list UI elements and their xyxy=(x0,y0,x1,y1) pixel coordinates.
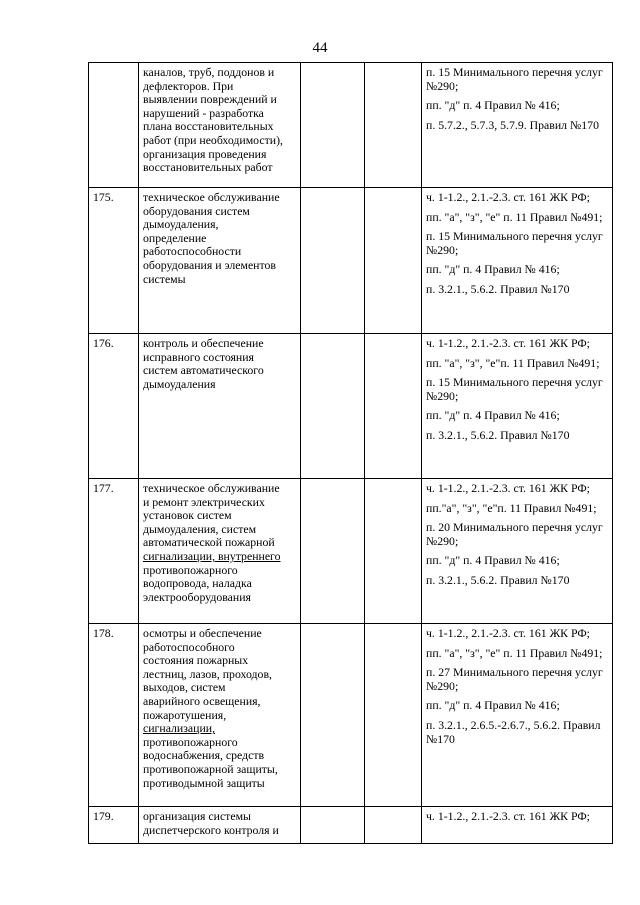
work-description-line: диспетчерского контроля и xyxy=(143,822,279,837)
legal-reference: ч. 1-1.2., 2.1.-2.3. ст. 161 ЖК РФ; xyxy=(426,809,590,823)
work-description-line: пожаротушения, xyxy=(143,707,227,722)
legal-reference: ч. 1-1.2., 2.1.-2.3. ст. 161 ЖК РФ; xyxy=(426,481,590,495)
legal-reference-cell xyxy=(422,188,613,334)
legal-reference: п. 3.2.1., 5.6.2. Правил №170 xyxy=(426,427,570,442)
row-number-cell: 176. xyxy=(89,334,139,479)
table-row xyxy=(89,479,613,624)
table-row xyxy=(89,807,613,844)
page-number: 44 xyxy=(312,40,328,56)
table-row xyxy=(89,624,613,807)
work-description-line: электрооборудования xyxy=(143,589,251,604)
work-description-line: противопожарного xyxy=(143,734,238,749)
work-description-line: водопровода, наладка xyxy=(143,576,252,591)
legal-reference-cell xyxy=(422,479,613,624)
legal-reference: п. 27 Минимального перечня услуг №290; xyxy=(426,665,603,693)
legal-reference: п. 20 Минимального перечня услуг №290; xyxy=(426,520,603,548)
work-description-line: выходов, систем xyxy=(143,680,226,695)
legal-reference: пп. "д" п. 4 Правил № 416; xyxy=(426,98,560,113)
work-description-line: противопожарного xyxy=(143,562,238,577)
legal-reference: ч. 1-1.2., 2.1.-2.3. ст. 161 ЖК РФ; xyxy=(426,626,590,640)
table-row xyxy=(89,334,613,479)
work-description-cell xyxy=(139,479,301,624)
work-description-cell xyxy=(139,334,301,479)
work-description-cell xyxy=(139,63,301,188)
legal-reference-cell xyxy=(422,63,613,188)
work-description-line: состояния пожарных xyxy=(143,653,249,668)
legal-reference: п. 3.2.1., 5.6.2. Правил №170 xyxy=(426,572,570,587)
work-description-line: водоснабжения, средств xyxy=(143,748,265,763)
legal-reference: пп. "д" п. 4 Правил № 416; xyxy=(426,408,560,423)
row-number-cell: 177. xyxy=(89,479,139,624)
empty-cell xyxy=(301,334,365,479)
work-description-line: оборудования и элементов xyxy=(143,257,276,272)
work-description-line: дымоудаления xyxy=(143,376,216,391)
legal-reference-cell xyxy=(422,624,613,807)
work-description-line: техническое обслуживание xyxy=(143,190,280,204)
legal-reference: пп. "д" п. 4 Правил № 416; xyxy=(426,262,560,277)
work-description-line: техническое обслуживание xyxy=(143,481,280,495)
work-description-line: каналов, труб, поддонов и xyxy=(143,65,275,79)
legal-reference-cell xyxy=(422,807,613,844)
work-description-line: нарушений - разработка xyxy=(143,105,264,120)
work-description-line: дымоудаления, систем xyxy=(143,521,257,536)
regulation-table xyxy=(88,62,613,844)
empty-cell xyxy=(365,334,422,479)
empty-cell xyxy=(365,807,422,844)
table-row xyxy=(89,188,613,334)
work-description-cell xyxy=(139,807,301,844)
empty-cell xyxy=(301,188,365,334)
work-description-line: автоматической пожарной xyxy=(143,535,275,550)
legal-reference: пп. "а", "з", "е" п. 11 Правил №491; xyxy=(426,645,603,660)
empty-cell xyxy=(365,63,422,188)
legal-reference: п. 15 Минимального перечня услуг №290; xyxy=(426,229,603,257)
work-description-line: работ (при необходимости), xyxy=(143,132,283,147)
work-description-line: работоспособного xyxy=(143,639,235,654)
work-description-line: и ремонт электрических xyxy=(143,494,265,509)
legal-reference: п. 3.2.1., 5.6.2. Правил №170 xyxy=(426,281,570,296)
work-description-line: лестниц, лазов, проходов, xyxy=(143,666,272,681)
legal-reference: ч. 1-1.2., 2.1.-2.3. ст. 161 ЖК РФ; xyxy=(426,190,590,204)
legal-reference-cell xyxy=(422,334,613,479)
work-description-line: определение xyxy=(143,230,207,245)
work-description-line: дефлекторов. При xyxy=(143,78,234,93)
row-number-cell: 179. xyxy=(89,807,139,844)
work-description-line: плана восстановительных xyxy=(143,119,274,134)
work-description-line: организация системы xyxy=(143,809,251,823)
work-description-line: осмотры и обеспечение xyxy=(143,626,262,640)
work-description-cell xyxy=(139,188,301,334)
row-number-cell xyxy=(89,63,139,188)
work-description-line: систем автоматического xyxy=(143,363,264,378)
empty-cell xyxy=(301,63,365,188)
legal-reference: п. 3.2.1., 2.6.5.-2.6.7., 5.6.2. Правил №170 xyxy=(426,717,601,746)
work-description-line: контроль и обеспечение xyxy=(143,336,264,350)
legal-reference: ч. 1-1.2., 2.1.-2.3. ст. 161 ЖК РФ; xyxy=(426,336,590,350)
legal-reference: п. 15 Минимального перечня услуг №290; xyxy=(426,375,603,403)
empty-cell xyxy=(301,624,365,807)
work-description-line: исправного состояния xyxy=(143,349,254,364)
legal-reference: пп. "д" п. 4 Правил № 416; xyxy=(426,698,560,713)
work-description-line: системы xyxy=(143,271,186,286)
row-number-cell: 178. xyxy=(89,624,139,807)
empty-cell xyxy=(365,479,422,624)
work-description-line: дымоудаления, xyxy=(143,217,219,232)
row-number-cell: 175. xyxy=(89,188,139,334)
work-description-cell xyxy=(139,624,301,807)
legal-reference: пп. "а", "з", "е"п. 11 Правил №491; xyxy=(426,355,600,370)
legal-reference: пп."а", "з", "е"п. 11 Правил №491; xyxy=(426,500,597,515)
work-description-line: восстановительных работ xyxy=(143,160,273,175)
work-description-line: сигнализации, xyxy=(143,721,216,736)
work-description-line: аварийного освещения, xyxy=(143,693,261,708)
empty-cell xyxy=(301,807,365,844)
table-row xyxy=(89,63,613,188)
work-description-line: противопожарной защиты, xyxy=(143,761,278,776)
empty-cell xyxy=(365,624,422,807)
work-description-line: работоспособности xyxy=(143,244,242,259)
legal-reference: пп. "а", "з", "е" п. 11 Правил №491; xyxy=(426,209,603,224)
work-description-line: противодымной защиты xyxy=(143,775,265,790)
legal-reference: п. 15 Минимального перечня услуг №290; xyxy=(426,65,603,93)
work-description-line: оборудования систем xyxy=(143,203,250,218)
legal-reference: пп. "д" п. 4 Правил № 416; xyxy=(426,553,560,568)
work-description-line: установок систем xyxy=(143,508,232,523)
empty-cell xyxy=(301,479,365,624)
work-description-line: выявлении повреждений и xyxy=(143,92,277,107)
work-description-line: организация проведения xyxy=(143,146,267,161)
work-description-line: сигнализации, внутреннего xyxy=(143,548,281,563)
empty-cell xyxy=(365,188,422,334)
legal-reference: п. 5.7.2., 5.7.3, 5.7.9. Правил №170 xyxy=(426,117,599,132)
